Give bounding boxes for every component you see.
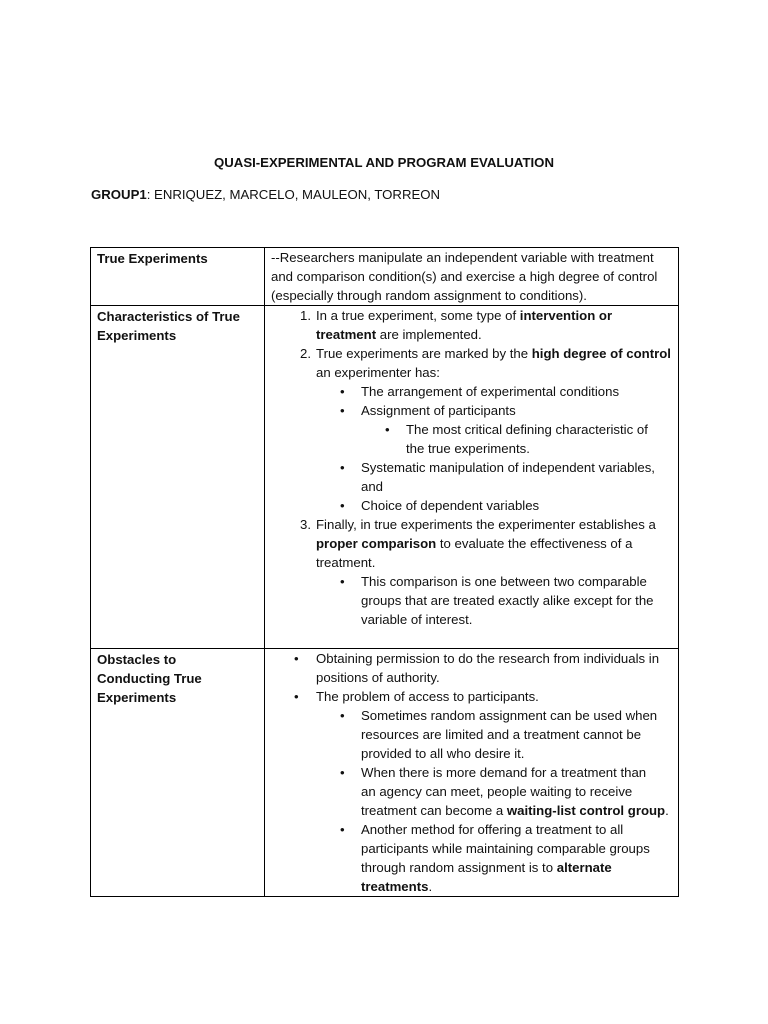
bullet-icon: • xyxy=(340,574,345,589)
group-members: : ENRIQUEZ, MARCELO, MAULEON, TORREON xyxy=(146,187,441,202)
bullet-item xyxy=(271,382,674,401)
text-run: treatment can become a xyxy=(361,803,507,818)
list-number: 2. xyxy=(300,346,311,361)
bold-run: treatment xyxy=(316,327,377,342)
sub-bullet-continued xyxy=(271,877,674,896)
bullet-icon: • xyxy=(340,460,345,475)
definition-line: --Researchers manipulate an independent variable with treatment xyxy=(271,250,654,265)
list-item-continued: an experimenter has: xyxy=(316,365,440,380)
list-item xyxy=(271,344,674,363)
row-content xyxy=(265,649,679,897)
text-run: Another method for offering a treatment to all xyxy=(361,822,624,837)
bullet-icon: • xyxy=(340,822,345,837)
bold-run: alternate xyxy=(556,860,612,875)
bold-run: waiting-list control group xyxy=(506,803,666,818)
text-run: . xyxy=(428,879,433,894)
bold-run: high degree of control xyxy=(531,346,671,361)
bullet-icon: • xyxy=(385,422,390,437)
text-run: This comparison is one between two comparable xyxy=(361,574,647,589)
bullet-icon: • xyxy=(340,384,345,399)
text-run: Systematic manipulation of independent variables, xyxy=(361,460,655,475)
sub-bullet-continued xyxy=(271,801,674,820)
sub-bullet-item xyxy=(271,820,674,839)
bullet-icon: • xyxy=(294,689,299,704)
bullet-icon: • xyxy=(340,403,345,418)
bullet-item xyxy=(271,458,674,477)
bullet-continued: variable of interest. xyxy=(361,612,473,627)
bold-run: intervention or xyxy=(519,308,613,323)
bullet-icon: • xyxy=(294,651,299,666)
bullet-continued: and xyxy=(361,479,384,494)
group-label: GROUP1 xyxy=(91,187,147,202)
bullet-item xyxy=(271,649,674,668)
sub-bullet-continued: provided to all who desire it. xyxy=(361,746,525,761)
text-run: to evaluate the effectiveness of a xyxy=(436,536,633,551)
text-run: When there is more demand for a treatment than xyxy=(361,765,647,780)
label-line: Characteristics of True xyxy=(97,309,240,324)
content-table xyxy=(90,247,679,897)
text-run: Obtaining permission to do the research from individuals in xyxy=(316,651,660,666)
text-run: Finally, in true experiments the experimenter establishes a xyxy=(316,517,656,532)
bold-run: proper comparison xyxy=(316,536,437,551)
text-run: In a true experiment, some type of xyxy=(316,308,520,323)
row-content xyxy=(265,306,679,649)
sub-bullet-continued xyxy=(271,858,674,877)
text-run: Assignment of participants xyxy=(361,403,516,418)
table-row-true-experiments xyxy=(91,248,679,306)
list-item-continued xyxy=(271,325,674,344)
sub-bullet-continued: resources are limited and a treatment cannot be xyxy=(361,727,642,742)
bullet-continued: positions of authority. xyxy=(316,670,440,685)
text-run: . xyxy=(665,803,669,818)
row-label xyxy=(91,248,265,306)
sub-bullet-continued: participants while maintaining comparable groups xyxy=(361,841,650,856)
bullet-item xyxy=(271,687,674,706)
sub-bullet-item xyxy=(271,763,674,782)
definition-line: (especially through random assignment to conditions). xyxy=(271,288,587,303)
group-line xyxy=(91,187,440,202)
row-content xyxy=(265,248,679,306)
bullet-item xyxy=(271,401,674,420)
text-run: The most critical defining characteristic of xyxy=(406,422,648,437)
label-line: Experiments xyxy=(97,328,177,343)
label-line: Obstacles to xyxy=(97,652,177,667)
bullet-icon: • xyxy=(340,708,345,723)
row-label xyxy=(91,306,265,649)
document-title: QUASI-EXPERIMENTAL AND PROGRAM EVALUATION xyxy=(214,155,554,170)
label-line: True Experiments xyxy=(97,251,208,266)
bold-run: treatments xyxy=(361,879,429,894)
list-item-continued: treatment. xyxy=(316,555,376,570)
bullet-icon: • xyxy=(340,765,345,780)
text-run: Sometimes random assignment can be used when xyxy=(361,708,658,723)
sub-bullet-continued: an agency can meet, people waiting to receive xyxy=(361,784,633,799)
row-label xyxy=(91,649,265,897)
text-run: through random assignment is to xyxy=(361,860,557,875)
bullet-icon: • xyxy=(340,498,345,513)
table-row-characteristics xyxy=(91,306,679,649)
sub-bullet-item xyxy=(271,420,674,439)
label-line: Conducting True xyxy=(97,671,202,686)
table-row-obstacles xyxy=(91,649,679,897)
sub-bullet-continued: the true experiments. xyxy=(406,441,530,456)
text-run: True experiments are marked by the xyxy=(316,346,532,361)
text-run: The problem of access to participants. xyxy=(316,689,539,704)
sub-bullet-item xyxy=(271,706,674,725)
text-run: are implemented. xyxy=(376,327,482,342)
text-run: Choice of dependent variables xyxy=(361,498,540,513)
list-item xyxy=(271,515,674,534)
bullet-continued: groups that are treated exactly alike except for the xyxy=(361,593,654,608)
list-number: 1. xyxy=(300,308,311,323)
label-line: Experiments xyxy=(97,690,177,705)
list-item xyxy=(271,306,674,325)
bullet-item xyxy=(271,572,674,591)
text-run: The arrangement of experimental conditions xyxy=(361,384,620,399)
list-item-continued xyxy=(271,534,674,553)
definition-line: and comparison condition(s) and exercise a high degree of control xyxy=(271,269,658,284)
list-number: 3. xyxy=(300,517,311,532)
bullet-item xyxy=(271,496,674,515)
